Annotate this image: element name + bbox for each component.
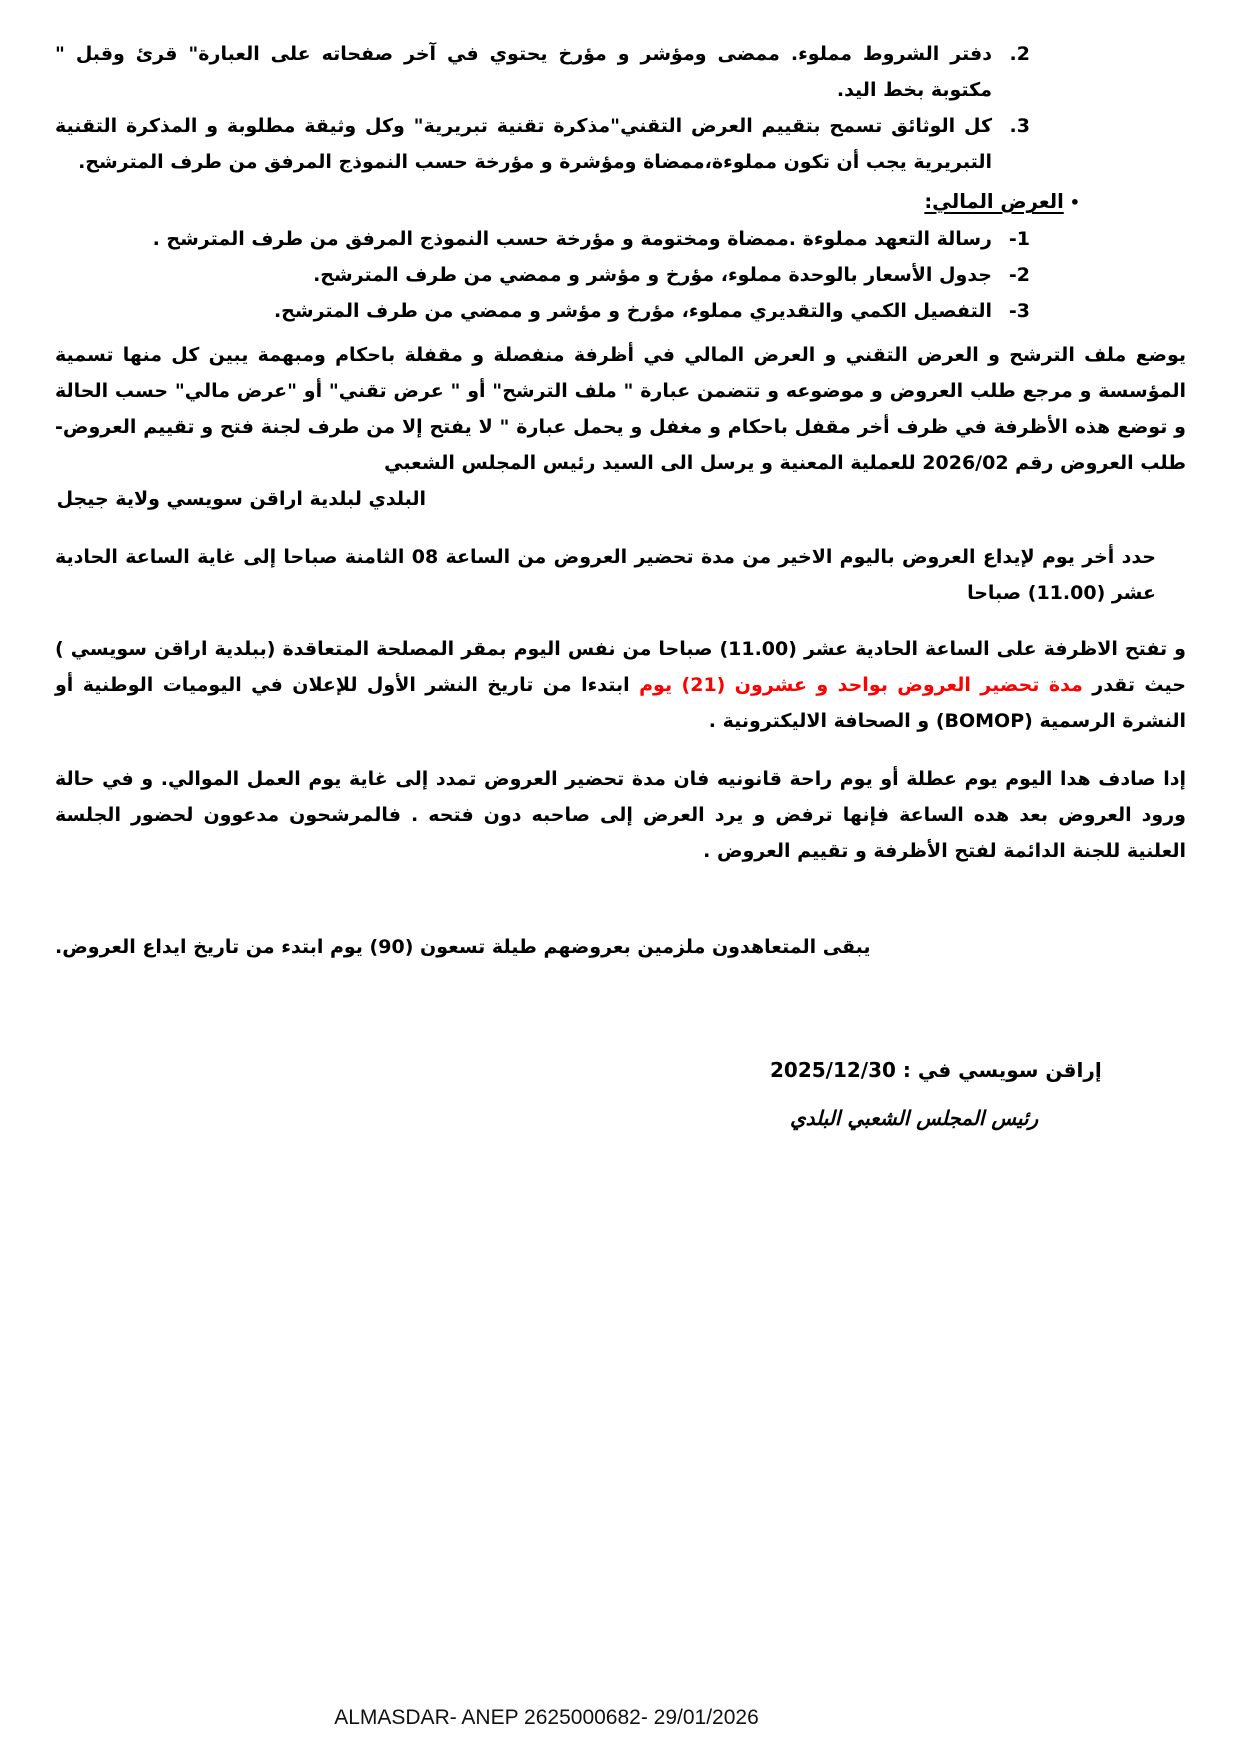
offers-validity-paragraph: يبقى المتعاهدون ملزمين بعروضهم طيلة تسعون (90) يوم ابتدء من تاريخ ايداع العروض. [55, 936, 871, 958]
financial-item-2 [55, 257, 1030, 293]
item-text: رسالة التعهد مملوءة .ممضاة ومختومة و مؤرخة حسب النموذج المرفق من طرف المترشح . [152, 228, 992, 250]
top-checklist [55, 36, 1030, 180]
signer-title: رئيس المجلس الشعبي البلدي [790, 1106, 1039, 1130]
financial-offer-heading-text: العرض المالي: [924, 190, 1064, 213]
item-marker: 3. [1009, 115, 1030, 137]
envelopes-paragraph: يوضع ملف الترشح و العرض التقني و العرض المالي في أظرفة منفصلة و مقفلة باحكام ومبهمة يبين كل منها تسمية المؤسسة و مرجع طلب العروض و موضوعه و تتضمن عبارة " ملف الترشح" أو " عرض تقني" أو "عرض مالي" حسب الحالة و توضع هذه الأظرفة في ظرف أخر مقفل باحكام و مغفل و يحمل عبارة " لا يفتح إلا من طرف لجنة فتح و تقييم العروض- طلب العروض رقم 2026/02 للعملية المعنية و يرسل الى السيد رئيس المجلس الشعبي [55, 344, 1186, 474]
checklist-item-3 [55, 108, 1030, 180]
item-marker: 1- [1008, 228, 1030, 250]
financial-offer-heading [55, 184, 1080, 221]
opening-text-start: و تفتح الاظرفة على الساعة الحادية عشر (11.00) صباحا من نفس اليوم بمقر المصلحة المتعاقدة (ببلدية اراقن سويسي ) حيث تقدر [55, 638, 1186, 696]
item-text: كل الوثائق تسمح بتقييم العرض التقني"مذكرة تقنية تبريرية" وكل وثيقة مطلوبة و المذكرة التقنية التبريرية يجب أن تكون مملوءة،ممضاة ومؤشرة و مؤرخة حسب النموذج المرفق من طرف المترشح. [55, 115, 992, 173]
opening-text-end: ابتدءا من تاريخ النشر الأول للإعلان في اليوميات الوطنية أو النشرة الرسمية (BOMOP) و الصحافة الاليكترونية . [55, 674, 1186, 732]
holiday-rule-paragraph: إدا صادف هدا اليوم يوم عطلة أو يوم راحة قانونيه فان مدة تحضير العروض تمدد إلى غاية يوم العمل الموالي. و في حالة ورود العروض بعد هده الساعة فإنها ترفض و يرد العرض إلى صاحبه دون فتحه . فالمرشحون مدعوون لحضور الجلسة العلنية للجنة الدائمة لفتح الأظرفة و تقييم العروض . [55, 768, 1186, 862]
bid-opening-paragraph [55, 631, 1186, 739]
item-text: التفصيل الكمي والتقديري مملوء، مؤرخ و مؤشر و ممضي من طرف المترشح. [273, 300, 992, 322]
deposit-deadline-paragraph: حدد أخر يوم لإيداع العروض باليوم الاخير من مدة تحضير العروض من الساعة 08 الثامنة صباحا إلى غاية الساعة الحادية عشر (11.00) صباحا [55, 546, 1157, 604]
financial-item-1 [55, 221, 1030, 257]
anep-footer: ALMASDAR- ANEP 2625000682- 29/01/2026 [334, 1706, 759, 1729]
item-text: دفتر الشروط مملوء. ممضى ومؤشر و مؤرخ يحتوي في آخر صفحاته على العبارة" قرئ وقبل " مكتوبة بخط اليد. [55, 43, 992, 101]
item-marker: 2- [1008, 264, 1030, 286]
item-marker: 2. [1009, 43, 1030, 65]
envelopes-tail-line: البلدي لبلدية اراقن سويسي ولاية جيجل [56, 488, 426, 510]
item-text: جدول الأسعار بالوحدة مملوء، مؤرخ و مؤشر و ممضي من طرف المترشح. [313, 264, 992, 286]
checklist-item-2 [55, 36, 1030, 108]
prep-duration-highlight: مدة تحضير العروض بواحد و عشرون (21) يوم [639, 674, 1083, 696]
item-marker: 3- [1008, 300, 1030, 322]
financial-item-3 [55, 293, 1030, 329]
place-date-line: إراقن سويسي في : 2025/12/30 [770, 1058, 1102, 1082]
financial-offer-list [55, 221, 1030, 329]
bullet-icon: • [1069, 193, 1080, 212]
